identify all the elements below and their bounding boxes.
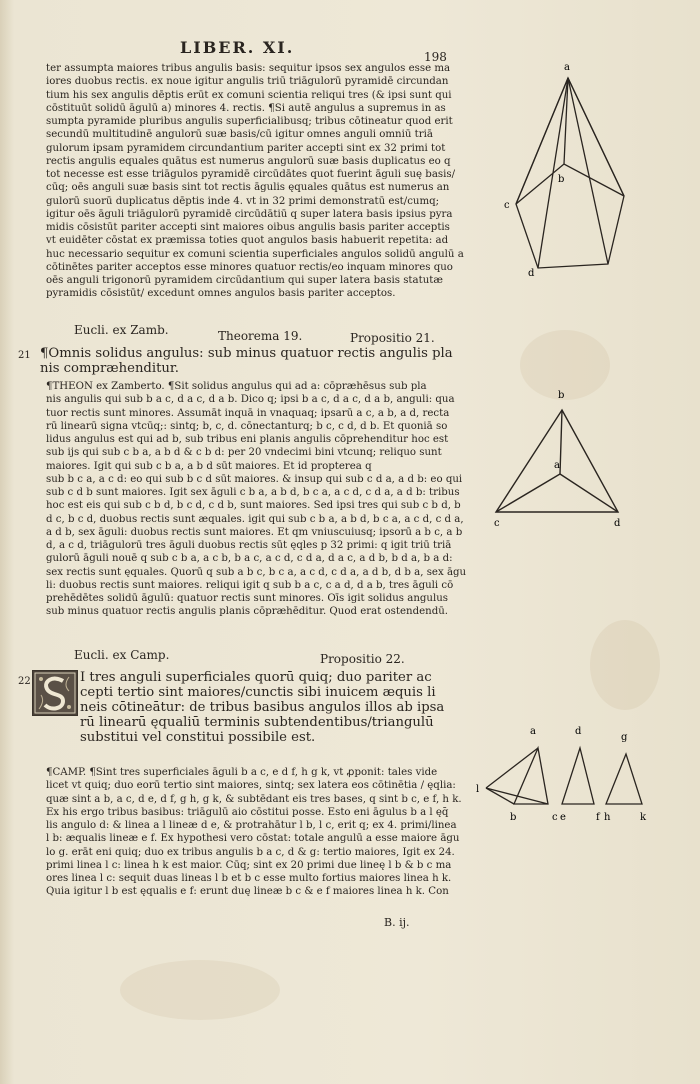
fig3-label: f <box>596 812 600 823</box>
text-line: Quia igitur l b est ęqualis e f: erunt duę lineæ b c & e f maiores linea h k. Con <box>46 886 449 898</box>
text-line: iores duobus rectis. ex noue igitur angulis triū triāgulorū pyramidē circundan <box>46 76 449 88</box>
signature-mark: B. ij. <box>384 916 410 929</box>
fig1-label: c <box>504 200 510 211</box>
text-line: gulorū suorū duplicatus dēptis inde 4. vt in 32 primi demonstratū est/cumq; <box>46 195 440 207</box>
proposition-label-21: Propositio 21. <box>350 331 435 345</box>
text-line: Ex his ergo tribus basibus: triāgulū aio cōstitui posse. Esto eni āgulus b a l ęq̄ <box>46 806 449 818</box>
proposition-line: cepti tertio sint maiores/cunctis sibi inuicem æquis li <box>80 685 436 700</box>
proposition-21-statement <box>40 346 482 376</box>
text-line: ¶THEON ex Zamberto. ¶Sit solidus angulus qui ad a: cōpræhēsus sub pla <box>46 381 427 392</box>
folio-number: 198 <box>424 50 447 64</box>
text-line: quæ sint a b, a c, d e, d f, g h, g k, & subtēdant eis tres bases, q sint b c, e f, h k. <box>46 793 462 805</box>
fig3-label: c <box>552 812 558 823</box>
fig3-label: a <box>530 726 536 737</box>
figure-three-triangles <box>474 720 674 830</box>
proposition-label-22: Propositio 22. <box>320 652 405 666</box>
fig1-label: b <box>558 174 565 185</box>
fig1-label: a <box>564 62 570 73</box>
source-heading-zamb: Eucli. ex Zamb. <box>74 323 169 337</box>
fig3-label: g <box>621 732 628 743</box>
figure-triangular-pyramid <box>490 386 640 536</box>
text-line: igitur oēs āguli triāgulorū pyramidē circūdātiū q super latera basis ipsius pyra <box>46 208 453 220</box>
text-line: sub minus quatuor rectis angulis planis cōpræhēditur. Quod erat ostendendū. <box>46 606 449 618</box>
text-block-theon <box>46 380 488 619</box>
source-heading-camp: Eucli. ex Camp. <box>74 648 170 662</box>
fig2-label: d <box>614 518 621 529</box>
text-line: nis angulis qui sub b a c, d a c, d a b. Dico q; ipsi b a c, d a c, d a b, anguli: qua <box>46 394 455 406</box>
text-line: tium his sex angulis dēptis erūt ex comuni scientia reliqui tres (& ipsi sunt qui <box>46 89 452 101</box>
text-line: vt euidēter cōstat ex præmissa toties quot angulos basis habuerit repetita: ad <box>46 235 449 247</box>
text-line: sumpta pyramide pluribus angulis superficialibusq; tribus cōtineatur quod erit <box>46 116 453 127</box>
fig1-label: d <box>528 268 535 279</box>
text-line: l b: æqualis lineæ e f. Ex hypothesi vero cōstat: totale angulū a esse maiore āgu <box>46 833 460 845</box>
text-line: ter assumpta maiores tribus angulis basis: sequitur ipsos sex angulos esse ma <box>46 63 451 74</box>
proposition-line: rū linearū ęqualiū terminis subtendentibus/triangulū <box>80 715 434 730</box>
margin-number-22: 22 <box>18 676 31 687</box>
text-line: d c, b c d, duobus rectis sunt æquales. igit qui sub c b a, a b d, b c a, a c d, c d a, <box>46 513 464 525</box>
fig2-label: b <box>558 390 565 401</box>
text-line: tot necesse est esse triāgulos pyramidē circūdātes quot fuerint āguli suę basis/ <box>46 169 456 180</box>
text-line: sub ijs qui sub c b a, a b d & c b d: per 20 vndecimi bini vtcunq; reliquo sunt <box>46 447 442 459</box>
text-block-intro <box>46 62 488 301</box>
proposition-line: substitui vel constitui possibile est. <box>80 730 316 745</box>
text-line: ¶CAMP. ¶Sint tres superficiales āguli b a c, e d f, h g k, vt ꝓponit: tales vide <box>46 767 438 778</box>
text-line: maiores. Igit qui sub c b a, a b d sūt maiores. Et id propterea q <box>46 460 372 472</box>
text-line: midis cōsistūt pariter accepti sint maiores oibus angulis basis pariter acceptis <box>46 222 450 233</box>
fig3-label: h <box>604 812 611 823</box>
text-line: tuor rectis sunt minores. Assumāt inquā in vnaquaq; ipsarū a c, a b, a d, recta <box>46 407 450 419</box>
proposition-line: neis cōtineātur: de tribus basibus angulos illos ab ipsa <box>80 700 445 715</box>
text-line: rectis angulis equales quātus est numerus angulorū suæ basis duplicatus eo q <box>46 155 451 167</box>
text-line: hoc est eis qui sub c b d, b c d, c d b, sunt maiores. Sed ipsi tres qui sub c b d, b <box>46 500 461 512</box>
proposition-line: nis compræhenditur. <box>40 361 179 376</box>
text-line: rū linearū signa vtcūq;: sintq; b, c, d. cōnectanturq; b c, c d, d b. Et quoniā so <box>46 420 448 432</box>
text-line: cōtinētes pariter acceptos esse minores quatuor rectis/eo inquam minores quo <box>46 261 453 273</box>
fig3-label: e <box>560 812 566 823</box>
running-header: LIBER. XI. <box>180 38 295 57</box>
proposition-line: I tres anguli superficiales quorū quiq; duo pariter ac <box>80 670 432 685</box>
text-line: a d b, sex āguli: duobus rectis sunt maiores. Et qm vniuscuiusq; ipsorū a b c, a b <box>46 526 463 538</box>
fig2-label: a <box>554 460 560 471</box>
theorem-label: Theorema 19. <box>218 329 303 343</box>
fig3-label: k <box>640 812 647 823</box>
text-line: gulorū āguli nouē q sub c b a, a c b, b a c, a c d, c d a, d a c, a d b, b d a, b a d: <box>46 553 453 565</box>
fig2-label: c <box>494 518 500 529</box>
text-line: licet vt quiq; duo eorū tertio sint maiores, sintq; sex latera eos cōtinētia / ęqlia: <box>46 780 456 792</box>
paper-stain <box>590 620 660 710</box>
text-line: secundū multitudinē angulorū suæ basis/cū igitur omnes anguli omniū triā <box>46 129 433 141</box>
text-line: sub b c a, a c d: eo qui sub b c d sūt maiores. & insup qui sub c d a, a d b: eo qui <box>46 473 463 485</box>
text-line: lidus angulus est qui ad b, sub tribus eni planis angulis cōprehenditur hoc est <box>46 434 449 445</box>
text-line: cōstituūt solidū āgulū a) minores 4. rectis. ¶Si autē angulus a supremus in as <box>46 102 446 114</box>
fig3-label: d <box>575 726 582 737</box>
text-line: prehēdētes solidū āgulū: quatuor rectis sunt minores. Oīs igit solidus angulus <box>46 593 449 604</box>
proposition-line: ¶Omnis solidus angulus: sub minus quatuor rectis angulis pla <box>40 346 453 361</box>
text-line: pyramidis cōsistūt/ excedunt omnes angulos basis pariter acceptos. <box>46 288 396 300</box>
text-line: oēs anguli trigonorū pyramidem circūdantium qui super latera basis statutæ <box>46 275 443 286</box>
text-line: gulorum ipsam pyramidem circundantium pariter accepti sint ex 32 primi tot <box>46 142 446 154</box>
text-line: primi linea l c: linea h k est maior. Cūq; sint ex 20 primi due lineę l b & b c ma <box>46 859 452 871</box>
decorated-initial-s <box>32 670 78 716</box>
text-line: lis angulo d: & linea a l lineæ d e, & protrahātur l b, l c, erit q; ex 4. primi/linea <box>46 820 457 831</box>
fig3-label: b <box>510 812 517 823</box>
text-line: sub c d b sunt maiores. Igit sex āguli c b a, a b d, b c a, a c d, c d a, a d b: tribus <box>46 487 460 498</box>
text-line: lo g. erāt eni quiq; duo ex tribus angulis b a c, d & g: tertio maiores, Igit ex 24. <box>46 846 455 858</box>
text-block-campanus <box>46 766 488 899</box>
text-line: li: duobus rectis sunt maiores. reliqui igit q sub b a c, c a d, d a b, tres āguli cō <box>46 579 454 591</box>
figure-pyramid-pentagon <box>498 56 638 286</box>
paper-stain <box>120 960 280 1020</box>
text-line: sex rectis sunt ęquales. Quorū q sub a b c, b c a, a c d, c d a, a d b, d b a, sex āgu <box>46 566 467 578</box>
text-line: huc necessario sequitur ex comuni scientia superficiales angulos solidū angulū a <box>46 248 464 260</box>
margin-number-21: 21 <box>18 350 31 361</box>
text-line: cūq; oēs anguli suæ basis sint tot rectis āgulis ęquales quātus est numerus an <box>46 182 450 194</box>
text-line: ores linea l c: sequit duas lineas l b et b c esse multo fortius maiores linea h k. <box>46 873 452 884</box>
proposition-22-statement <box>80 670 480 745</box>
text-line: d, a c d, triāgulorū tres āguli duobus rectis sūt ęqles p 32 primi: q igit triū triā <box>46 540 452 551</box>
fig3-label: l <box>476 784 480 795</box>
